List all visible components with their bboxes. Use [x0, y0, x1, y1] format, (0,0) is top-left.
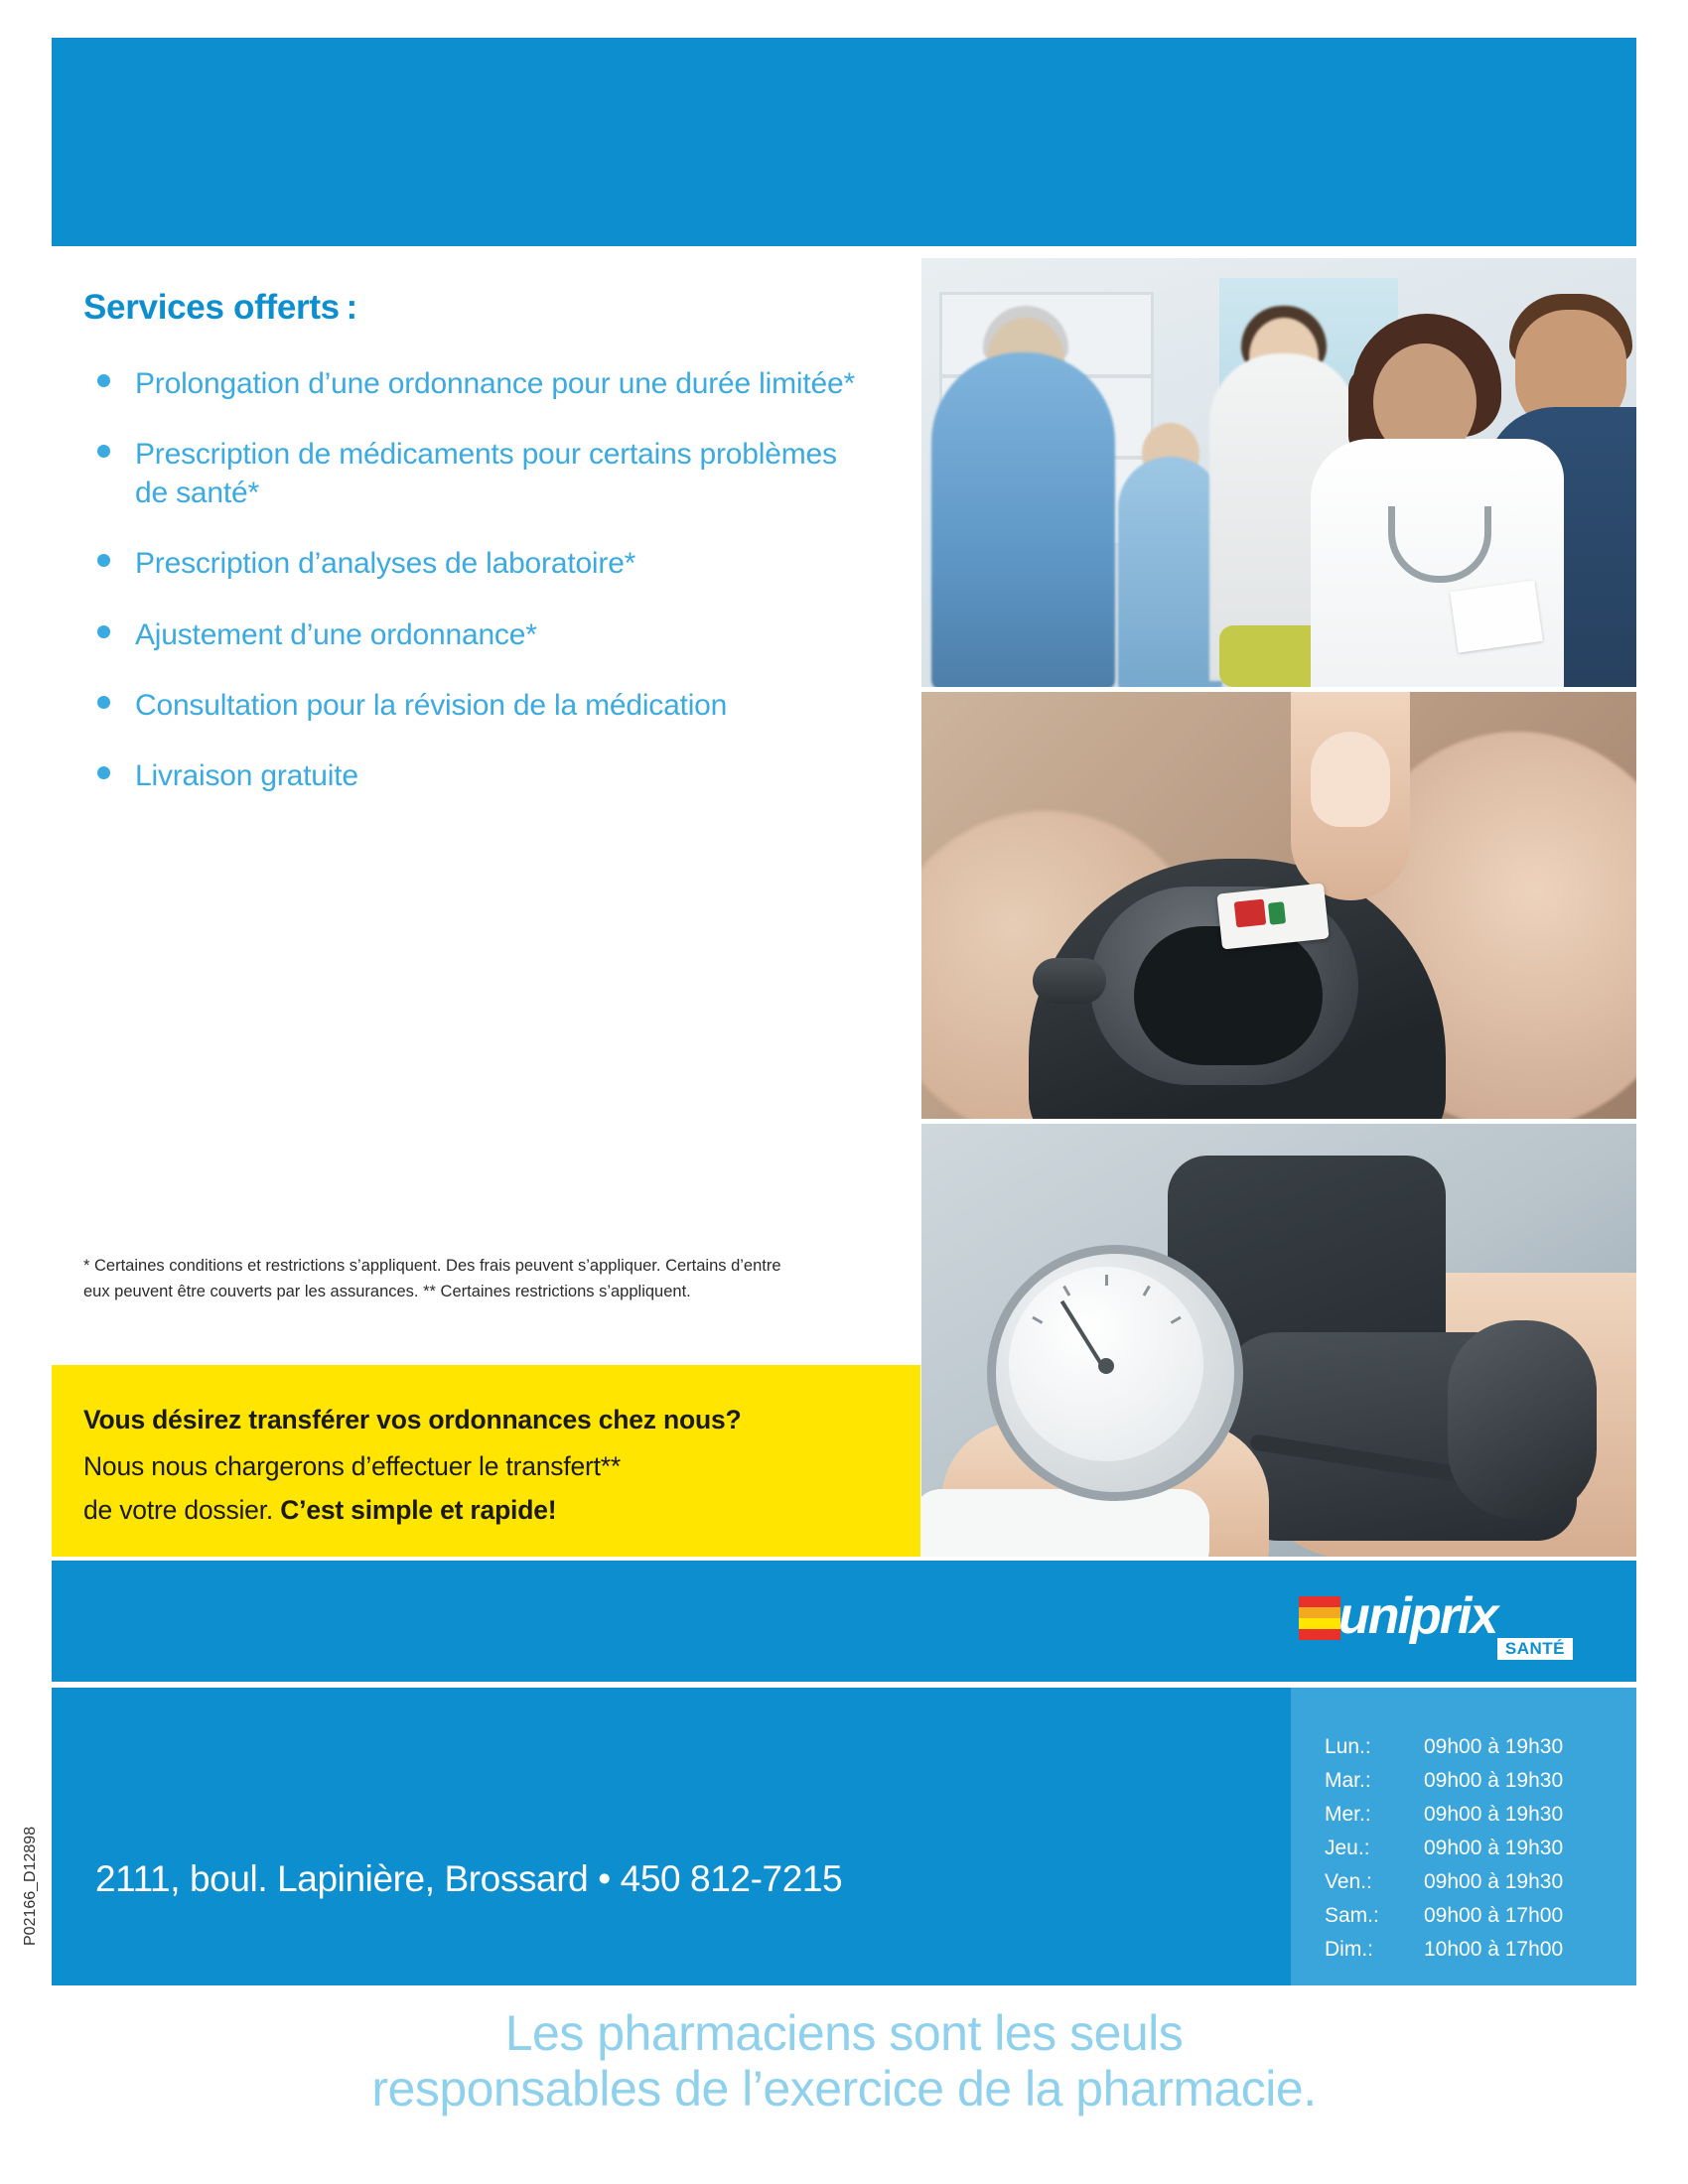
hours-day: Mer.: [1325, 1803, 1371, 1826]
list-item [79, 545, 864, 583]
photo-bp-bulb [1448, 1320, 1597, 1519]
logo-subtitle: SANTÉ [1497, 1638, 1573, 1660]
service-label: Livraison gratuite [135, 759, 358, 793]
top-banner [52, 38, 1636, 246]
list-item [79, 365, 864, 403]
tagline [0, 2005, 1688, 2116]
service-label: Consultation pour la révision de la médication [135, 688, 728, 722]
photo-figure-body [931, 352, 1115, 687]
blood-pressure-photo [921, 1124, 1636, 1557]
photo-child-body [1118, 457, 1222, 687]
service-label: Prescription d’analyses de laboratoire* [135, 547, 636, 581]
hours-day: Jeu.: [1325, 1837, 1370, 1859]
hours-time: 10h00 à 17h00 [1424, 1938, 1564, 1961]
hours-day: Lun.: [1325, 1735, 1371, 1758]
list-item [79, 757, 864, 795]
transfer-callout [52, 1365, 920, 1557]
transfer-headline: Vous désirez transférer vos ordonnances chez nous? [83, 1405, 742, 1434]
photo-test-strip-marker-green [1268, 901, 1286, 925]
pharmacist-consultation-photo [921, 258, 1636, 687]
photo-paper-sheet [1450, 580, 1543, 652]
service-label: Ajustement d’une ordonnance* [135, 617, 537, 651]
hours-day: Dim.: [1325, 1938, 1373, 1961]
hours-time: 09h00 à 19h30 [1424, 1769, 1564, 1792]
hours-day: Mar.: [1325, 1769, 1371, 1792]
services-panel [52, 246, 920, 1557]
bullet-icon [97, 554, 110, 567]
photo-fingernail [1311, 732, 1390, 827]
list-item [79, 687, 864, 725]
logo-wordmark: uniprix [1338, 1587, 1497, 1645]
transfer-closing [83, 1495, 556, 1526]
list-item [79, 616, 864, 654]
photo-white-sleeve [921, 1489, 1209, 1557]
service-label: Prolongation d’une ordonnance pour une durée limitée* [135, 367, 855, 400]
bullet-icon [97, 445, 110, 458]
footnote-text: * Certaines conditions et restrictions s’appliquent. Des frais peuvent s’appliquer. Certains d’entre eux peuvent être couverts par les assurances. ** Certaines restrictions s’appliquent. [83, 1257, 781, 1300]
hours-day: Sam.: [1325, 1904, 1379, 1927]
transfer-closing-plain: de votre dossier. [83, 1495, 281, 1525]
photo-test-strip-marker-red [1234, 899, 1267, 928]
hours-time: 09h00 à 19h30 [1424, 1735, 1564, 1758]
hours-time: 09h00 à 19h30 [1424, 1837, 1564, 1859]
tagline-line-2: responsables de l’exercice de la pharmacie. [371, 2061, 1317, 2116]
hours-time: 09h00 à 19h30 [1424, 1870, 1564, 1893]
logo-band [52, 1561, 1636, 1682]
document-code: P02166_D12898 [22, 1826, 39, 1946]
transfer-subline: Nous nous chargerons d’effectuer le transfert** [83, 1451, 622, 1481]
transfer-closing-bold: C’est simple et rapide! [280, 1495, 557, 1525]
list-item [79, 436, 864, 512]
gauge-tick [1105, 1275, 1108, 1286]
hours-panel [1291, 1688, 1636, 1985]
bullet-icon [97, 625, 110, 638]
tagline-line-1: Les pharmaciens sont les seuls [504, 2005, 1184, 2061]
photo-column [921, 258, 1636, 1557]
gauge-hub [1098, 1358, 1114, 1374]
bullet-icon [97, 766, 110, 779]
glucose-meter-photo [921, 692, 1636, 1119]
services-list [79, 365, 864, 829]
hours-day: Ven.: [1325, 1870, 1372, 1893]
bullet-icon [97, 696, 110, 709]
photo-meter-button [1033, 958, 1106, 1004]
address-band [52, 1688, 1636, 1985]
store-address: 2111, boul. Lapinière, Brossard • 450 812-7215 [95, 1858, 843, 1899]
hours-time: 09h00 à 17h00 [1424, 1904, 1564, 1927]
uniprix-logo [1299, 1574, 1577, 1664]
hours-time: 09h00 à 19h30 [1424, 1803, 1564, 1826]
bullet-icon [97, 374, 110, 387]
services-title: Services offerts : [83, 288, 357, 327]
logo-stripes-icon [1299, 1596, 1340, 1640]
service-label: Prescription de médicaments pour certains problèmes de santé* [135, 438, 837, 509]
